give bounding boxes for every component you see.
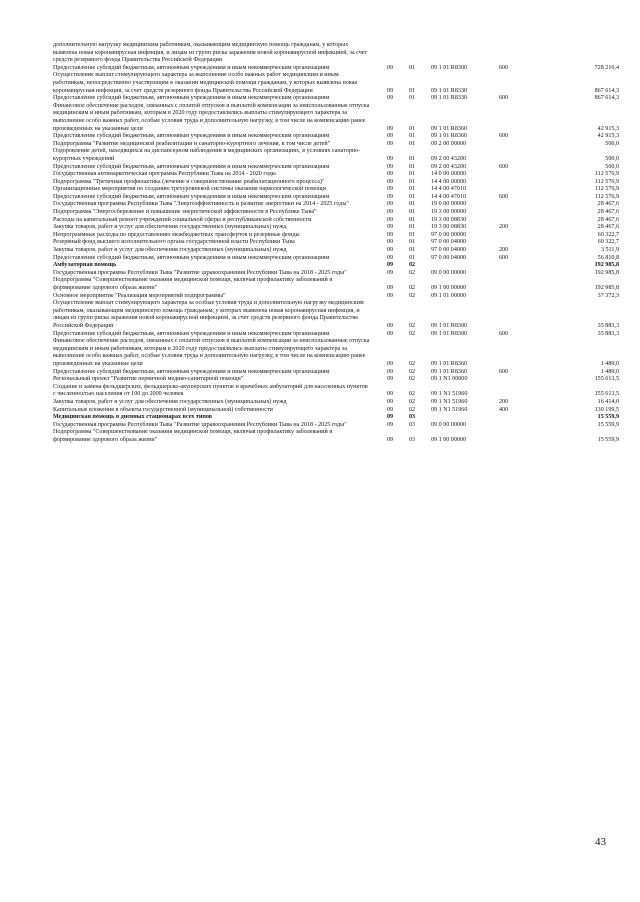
row-description: Подпрограмма "Третичная профилактика (лечение и совершенствование реабилитационного процесса)" (53, 178, 325, 185)
row-target-item-code: 09 2 00 43200 (431, 155, 467, 162)
row-amount: 28 467,6 (597, 209, 619, 216)
row-section-code: 09 (387, 376, 394, 383)
row-subsection-code: 01 (409, 171, 416, 178)
row-section-code: 09 (387, 87, 394, 94)
row-subsection-code: 02 (409, 322, 416, 329)
row-subsection-code: 02 (409, 398, 416, 405)
row-section-code: 09 (387, 421, 394, 428)
table-row (53, 72, 619, 95)
row-description: Медицинская помощь в дневных стационарах всех типов (53, 414, 213, 421)
row-amount: 728 210,4 (594, 64, 619, 71)
row-amount: 60 322,7 (597, 239, 619, 246)
row-amount: 56 810,8 (597, 254, 619, 261)
row-target-item-code: 19 3 00 08830 (431, 216, 467, 223)
row-description: дополнительную нагрузку медицинским работникам, оказывающим медицинскую помощь гражданам, у которых выявлена новая коронавирусная инфекция, и лицам из групп риска заражения новой коронавирусной инфекцией, за счет средств резервного фонда Правительства Российской Федерации (53, 42, 368, 64)
row-subsection-code: 01 (409, 133, 416, 140)
table-row (53, 186, 619, 194)
table-row (53, 414, 619, 422)
row-target-item-code: 09 1 N1 51960 (431, 398, 468, 405)
row-subsection-code: 01 (409, 155, 416, 162)
row-amount: 42 915,3 (597, 125, 619, 132)
row-section-code: 09 (387, 247, 394, 254)
row-target-item-code: 09 1 01 R8330 (431, 95, 468, 102)
row-section-code: 09 (387, 224, 394, 231)
row-expense-type-code: 600 (499, 133, 509, 140)
row-target-item-code: 09 1 00 00000 (431, 285, 467, 291)
row-target-item-code: 09 1 01 R8360 (431, 133, 468, 140)
row-subsection-code: 02 (409, 292, 416, 299)
table-row (53, 429, 619, 444)
row-section-code: 09 (387, 406, 394, 413)
row-section-code: 09 (387, 163, 394, 170)
row-subsection-code: 02 (409, 391, 416, 398)
table-row (53, 277, 619, 292)
row-expense-type-code: 200 (499, 247, 509, 254)
table-row (53, 384, 619, 399)
row-target-item-code: 09 1 01 R8300 (431, 330, 468, 337)
row-target-item-code: 09 1 01 R8360 (431, 125, 468, 132)
row-subsection-code: 02 (409, 368, 416, 375)
row-amount: 192 985,8 (594, 269, 619, 276)
row-target-item-code: 19 3 00 08830 (431, 224, 467, 231)
row-target-item-code: 09 1 01 R8360 (431, 360, 468, 367)
row-description: Предоставление субсидий бюджетным, автономным учреждениям и иным некоммерческим организациям (53, 64, 330, 71)
row-section-code: 09 (387, 125, 394, 132)
row-section-code: 09 (387, 414, 394, 421)
row-subsection-code: 02 (409, 330, 416, 337)
row-description: Расходы на капитальный ремонт учреждений социальной сферы и республиканской собственности (53, 216, 312, 223)
row-section-code: 09 (387, 262, 394, 269)
row-section-code: 09 (387, 285, 394, 291)
table-row (53, 369, 619, 377)
table-row (53, 42, 619, 65)
row-description: Предоставление субсидий бюджетным, автономным учреждениям и иным некоммерческим организациям (53, 330, 330, 337)
row-amount: 28 467,6 (597, 216, 619, 223)
row-subsection-code: 01 (409, 193, 416, 200)
row-amount: 155 613,5 (594, 376, 619, 383)
table-row (53, 133, 619, 141)
page-number: 43 (595, 836, 606, 848)
row-amount: 28 467,6 (597, 201, 619, 208)
row-expense-type-code: 600 (499, 254, 509, 261)
row-description: Закупка товаров, работ и услуг для обеспечения государственных (муниципальных) нужд (53, 224, 287, 231)
row-section-code: 09 (387, 140, 394, 147)
row-target-item-code: 09 1 01 R8300 (431, 64, 468, 71)
row-target-item-code: 09 1 00 00000 (431, 436, 467, 443)
row-subsection-code: 01 (409, 163, 416, 170)
budget-table (53, 42, 619, 444)
row-section-code: 09 (387, 269, 394, 276)
table-row (53, 164, 619, 172)
row-section-code: 09 (387, 292, 394, 299)
row-subsection-code: 02 (409, 360, 416, 367)
row-description: Амбулаторная помощь (53, 262, 117, 269)
row-target-item-code: 09 0 00 00000 (431, 421, 467, 428)
row-section-code: 09 (387, 216, 394, 223)
row-target-item-code: 09 1 01 R8330 (431, 87, 468, 94)
row-section-code: 09 (387, 231, 394, 238)
row-description: Подпрограмма "Энергосбережение и повышение энергетической эффективности в Республике Тыва" (53, 209, 317, 216)
row-amount: 112 576,9 (594, 171, 619, 178)
row-amount: 15 559,9 (597, 421, 619, 428)
row-section-code: 09 (387, 360, 394, 367)
row-section-code: 09 (387, 171, 394, 178)
table-row (53, 148, 619, 163)
row-description: Закупка товаров, работ и услуг для обеспечения государственных (муниципальных) нужд (53, 398, 287, 405)
row-description: Организационные мероприятия по созданию трехуровневой системы оказания наркологической помощи (53, 186, 326, 193)
row-section-code: 09 (387, 64, 394, 71)
row-section-code: 09 (387, 322, 394, 329)
table-row (53, 255, 619, 263)
row-subsection-code: 01 (409, 186, 416, 193)
row-expense-type-code: 200 (499, 398, 509, 405)
row-section-code: 09 (387, 95, 394, 102)
table-row (53, 201, 619, 209)
row-amount: 37 372,3 (597, 292, 619, 299)
row-description: Государственная программа Республики Тыва "Энергоэффективность и развитие энергетики на 2014 - 2025 годы" (53, 201, 349, 208)
table-row (53, 224, 619, 232)
row-target-item-code: 97 0 00 04000 (431, 247, 467, 254)
row-target-item-code: 14 4 00 47010 (431, 193, 467, 200)
row-subsection-code: 01 (409, 140, 416, 147)
row-subsection-code: 02 (409, 262, 416, 269)
row-target-item-code: 14 0 00 00000 (431, 171, 467, 178)
row-target-item-code: 09 2 00 00000 (431, 140, 467, 147)
table-row (53, 338, 619, 368)
row-description: Финансовое обеспечение расходов, связанных с оплатой отпусков и выплатой компенсации за неиспользованные отпуска медицинским и иным работникам, которым в 2020 году предоставлялись выплаты стимулирующего характера за выполнение особо важных работ, особые условия труда и дополнительную нагрузку, в том числе на компенсацию ранее произведенных на указанные цели (53, 338, 370, 367)
row-section-code: 09 (387, 398, 394, 405)
row-expense-type-code: 600 (499, 163, 509, 170)
row-amount: 60 322,7 (597, 231, 619, 238)
row-subsection-code: 01 (409, 95, 416, 102)
row-description: Подпрограмма "Совершенствование оказания медицинской помощи, включая профилактику заболеваний и формирование здорового образа жизни" (53, 277, 333, 291)
row-expense-type-code: 600 (499, 193, 509, 200)
row-expense-type-code: 400 (499, 406, 509, 413)
row-subsection-code: 01 (409, 239, 416, 246)
row-amount: 3 511,9 (600, 247, 619, 254)
row-description: Основное мероприятие "Реализация мероприятий подпрограммы" (53, 292, 226, 299)
row-target-item-code: 97 0 00 00000 (431, 231, 467, 238)
row-amount: 112 576,9 (594, 186, 619, 193)
row-target-item-code: 09 0 00 00000 (431, 269, 467, 276)
table-row (53, 399, 619, 407)
row-subsection-code: 01 (409, 125, 416, 132)
row-subsection-code: 01 (409, 201, 416, 208)
row-section-code: 09 (387, 391, 394, 398)
row-description: Закупка товаров, работ и услуг для обеспечения государственных (муниципальных) нужд (53, 247, 287, 254)
row-description: Предоставление субсидий бюджетным, автономным учреждениям и иным некоммерческим организациям (53, 368, 330, 375)
row-amount: 192 985,8 (594, 262, 619, 269)
table-row (53, 103, 619, 133)
table-row (53, 300, 619, 330)
row-section-code: 09 (387, 368, 394, 375)
table-row (53, 239, 619, 247)
row-description: Предоставление субсидий бюджетным, автономным учреждениям и иным некоммерческим организациям (53, 254, 330, 261)
row-amount: 867 614,3 (594, 87, 619, 94)
row-subsection-code: 03 (409, 421, 416, 428)
row-section-code: 09 (387, 201, 394, 208)
row-subsection-code: 01 (409, 231, 416, 238)
row-amount: 42 915,3 (597, 133, 619, 140)
row-expense-type-code: 600 (499, 330, 509, 337)
row-subsection-code: 01 (409, 178, 416, 185)
row-section-code: 09 (387, 209, 394, 216)
row-subsection-code: 01 (409, 64, 416, 71)
row-target-item-code: 09 1 01 00000 (431, 292, 467, 299)
row-description: Создание и замена фельдшерских, фельдшерско-акушерских пунктов и врачебных амбулаторий для населенных пунктов с численностью населения от 100 до 2000 человек (53, 383, 368, 398)
row-amount: 112 576,9 (594, 178, 619, 185)
row-amount: 35 883,3 (597, 330, 619, 337)
row-target-item-code: 14 4 00 47010 (431, 186, 467, 193)
row-expense-type-code: 600 (499, 95, 509, 102)
row-subsection-code: 02 (409, 269, 416, 276)
row-description: Предоставление субсидий бюджетным, автономным учреждениям и иным некоммерческим организациям (53, 163, 330, 170)
row-subsection-code: 01 (409, 247, 416, 254)
row-description: Предоставление субсидий бюджетным, автономным учреждениям и иным некоммерческим организациям (53, 133, 330, 140)
row-description: Государственная программа Республики Тыва "Развитие здравоохранения Республики Тыва на 2018 - 2025 годы" (53, 421, 347, 428)
row-amount: 1 489,0 (600, 368, 619, 375)
row-amount: 15 559,9 (597, 414, 619, 421)
row-amount: 192 985,8 (594, 285, 619, 291)
row-subsection-code: 01 (409, 224, 416, 231)
row-amount: 500,0 (605, 155, 619, 162)
row-expense-type-code: 600 (499, 64, 509, 71)
row-amount: 500,0 (605, 140, 619, 147)
row-target-item-code: 97 0 00 04000 (431, 239, 467, 246)
row-subsection-code: 03 (409, 414, 416, 421)
row-expense-type-code: 200 (499, 224, 509, 231)
row-description: Непрограммные расходы по предоставлению межбюджетных трансфертов и резервные фонды (53, 231, 300, 238)
row-section-code: 09 (387, 193, 394, 200)
row-subsection-code: 01 (409, 87, 416, 94)
row-subsection-code: 02 (409, 406, 416, 413)
row-section-code: 09 (387, 186, 394, 193)
row-amount: 28 467,6 (597, 224, 619, 231)
table-row (53, 262, 619, 270)
row-subsection-code: 03 (409, 436, 416, 443)
row-description: Оздоровление детей, находящихся на диспансерном наблюдении в медицинских организациях, в условиях санаторно-курортных учреждений (53, 148, 361, 162)
row-section-code: 09 (387, 330, 394, 337)
table-row (53, 247, 619, 255)
row-target-item-code: 09 1 01 R8360 (431, 368, 468, 375)
table-row (53, 376, 619, 384)
row-description: Предоставление субсидий бюджетным, автономным учреждениям и иным некоммерческим организациям (53, 193, 330, 200)
row-section-code: 09 (387, 436, 394, 443)
row-amount: 867 614,3 (594, 95, 619, 102)
row-description: Региональный проект "Развитие первичной медико-санитарной помощи" (53, 376, 244, 383)
row-subsection-code: 01 (409, 254, 416, 261)
row-amount: 15 559,9 (597, 436, 619, 443)
row-amount: 16 414,0 (597, 398, 619, 405)
row-description: Предоставление субсидий бюджетным, автономным учреждениям и иным некоммерческим организациям (53, 95, 330, 102)
row-section-code: 09 (387, 239, 394, 246)
row-amount: 35 883,3 (597, 322, 619, 329)
table-row (53, 95, 619, 103)
row-description: Осуществление выплат стимулирующего характера за выполнение особо важных работ медицинским и иным работникам, непосредственно участвующим в оказании медицинской помощи гражданам, у которых выявлена новая коронавирусная инфекция, за счет средств резервного фонда Правительства Российской Федерации (53, 72, 358, 94)
row-target-item-code: 09 1 01 R8300 (431, 322, 468, 329)
row-target-item-code: 09 1 N1 00000 (431, 376, 468, 383)
row-target-item-code: 09 1 N1 51960 (431, 406, 468, 413)
row-subsection-code: 02 (409, 376, 416, 383)
row-expense-type-code: 600 (499, 368, 509, 375)
row-subsection-code: 02 (409, 285, 416, 291)
row-subsection-code: 01 (409, 209, 416, 216)
row-description: Государственная программа Республики Тыва "Развитие здравоохранения Республики Тыва на 2018 - 2025 годы" (53, 269, 347, 276)
row-amount: 112 576,9 (594, 193, 619, 200)
row-subsection-code: 01 (409, 216, 416, 223)
row-target-item-code: 09 1 N1 51960 (431, 391, 468, 398)
row-description: Финансовое обеспечение расходов, связанных с оплатой отпусков и выплатой компенсации за неиспользованные отпуска медицинским и иным работникам, которым в 2020 году предоставлялись выплаты стимулирующего характера за выполнение особо важных работ, особые условия труда и дополнительную нагрузку, в том числе на компенсацию ранее произведенных на указанные цели (53, 102, 370, 132)
row-amount: 1 489,0 (600, 360, 619, 367)
row-amount: 500,0 (605, 163, 619, 170)
row-description: Осуществление выплат стимулирующего характера за особые условия труда и дополнительную нагрузку медицинским работникам, оказывающим медицинскую помощь гражданам, у которых выявлена новая коронавирусная инфекция, и лицам из групп риска заражения новой коронавирусной инфекцией, за счет средств резервного фонда Правительства Российской Федерации (53, 300, 364, 329)
row-section-code: 09 (387, 133, 394, 140)
row-section-code: 09 (387, 155, 394, 162)
row-target-item-code: 09 2 00 43200 (431, 163, 467, 170)
table-row (53, 407, 619, 415)
row-target-item-code: 97 0 00 04000 (431, 254, 467, 261)
row-section-code: 09 (387, 254, 394, 261)
row-description: Резервный фонд высшего исполнительного органа государственной власти Республики Тыва (53, 239, 295, 246)
row-target-item-code: 19 0 00 00000 (431, 201, 467, 208)
row-description: Капитальные вложения в объекты государственной (муниципальной) собственности (53, 406, 273, 413)
table-row (53, 171, 619, 179)
row-description: Подпрограмма "Совершенствование оказания медицинской помощи, включая профилактику заболеваний и формирование здорового образа жизни" (53, 429, 333, 443)
row-target-item-code: 14 4 00 00000 (431, 178, 467, 185)
table-row (53, 209, 619, 217)
row-amount: 155 613,5 (594, 391, 619, 398)
row-target-item-code: 19 3 00 00000 (431, 209, 467, 216)
row-description: Подпрограмма "Развитие медицинской реабилитации и санаторно-курортного лечения, в том числе детей" (53, 140, 331, 147)
row-amount: 139 199,5 (594, 406, 619, 413)
row-section-code: 09 (387, 178, 394, 185)
row-description: Государственная антинаркотическая программа Республики Тыва на 2014 - 2020 годы (53, 171, 276, 178)
